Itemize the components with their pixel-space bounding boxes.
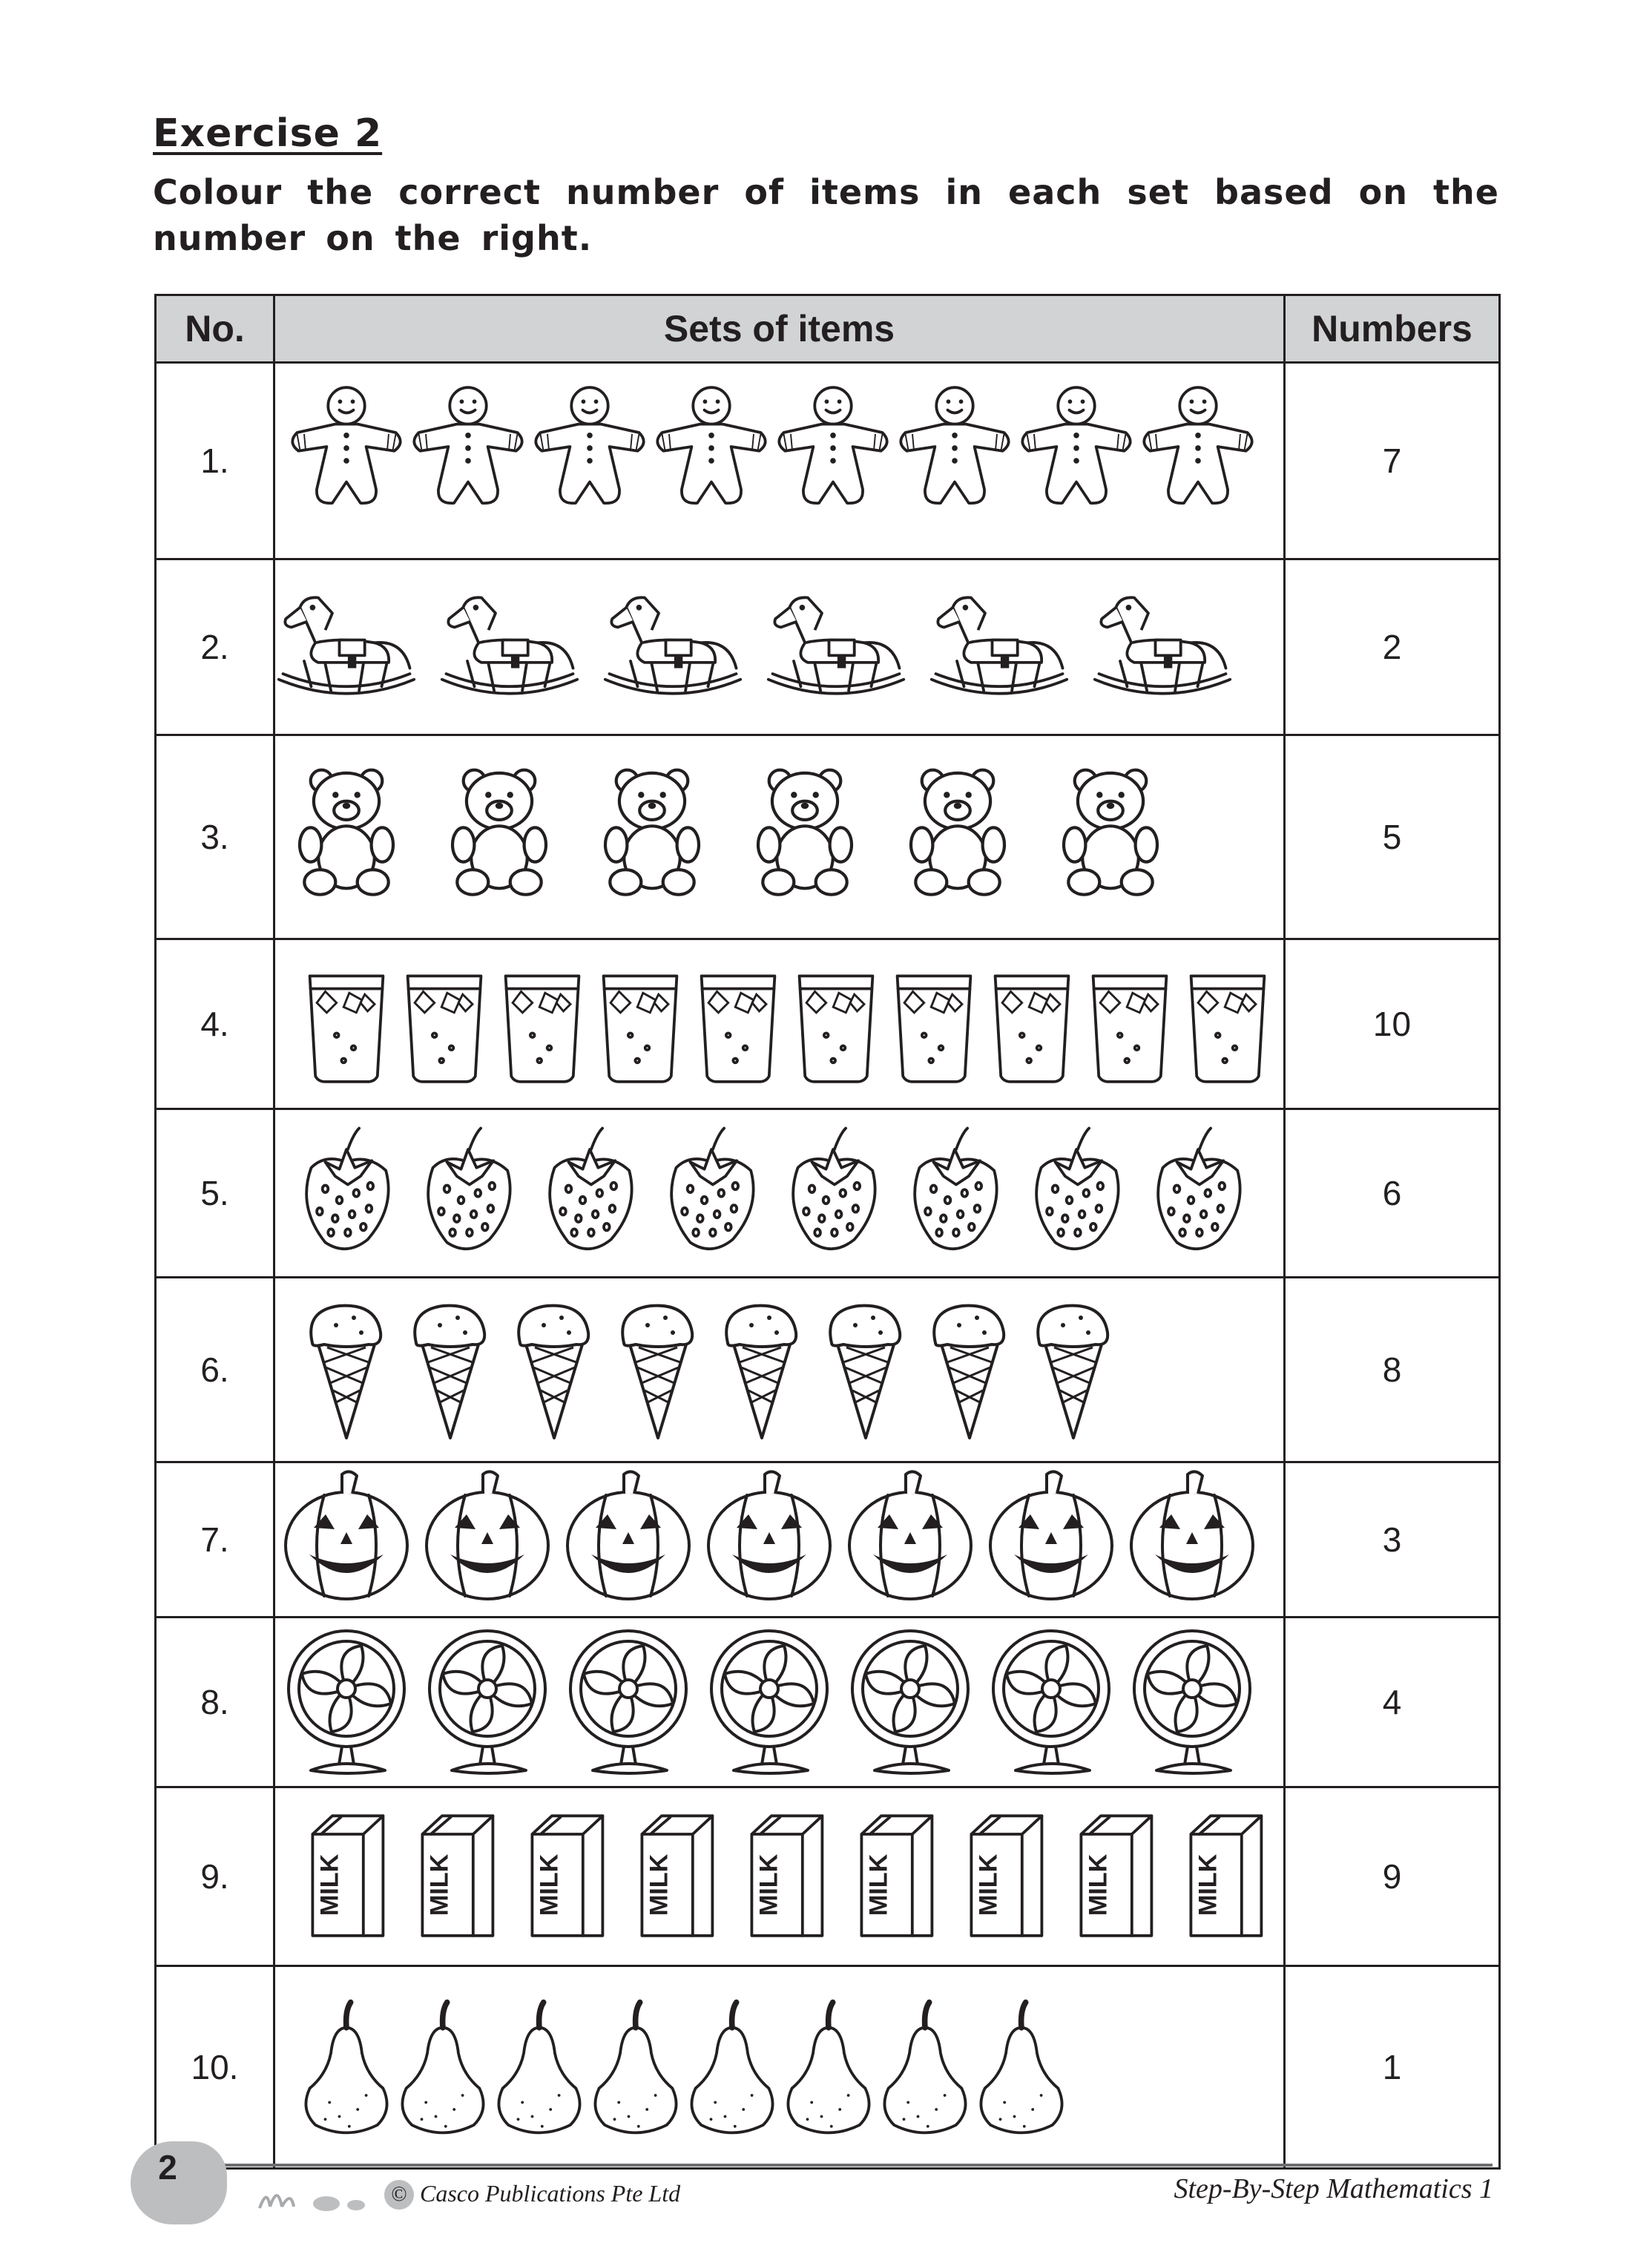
copyright-icon: © — [384, 2180, 414, 2210]
svg-text:MILK: MILK — [1194, 1853, 1222, 1917]
target-number: 9 — [1285, 1787, 1500, 1966]
svg-text:MILK: MILK — [1084, 1853, 1113, 1917]
svg-text:MILK: MILK — [535, 1853, 564, 1917]
row-number: 6. — [156, 1278, 274, 1462]
target-number: 1 — [1285, 1966, 1500, 2169]
milk-carton-icon[interactable] — [312, 1816, 383, 1936]
item-set-cell — [274, 1787, 1285, 1966]
rocking-horse-icon[interactable] — [932, 597, 1067, 693]
item-set-cell — [274, 559, 1285, 735]
row-number: 1. — [156, 363, 274, 559]
target-number: 3 — [1285, 1462, 1500, 1618]
instruction-text: Colour the correct number of items in each set based on the number on the right. — [153, 172, 1499, 258]
svg-text:MILK: MILK — [425, 1853, 454, 1917]
row-number: 4. — [156, 939, 274, 1109]
glass-of-water-icon[interactable] — [996, 976, 1069, 1082]
ice-cream-cone-icon[interactable] — [311, 1306, 381, 1438]
pear-icon[interactable] — [306, 2003, 386, 2133]
table-row — [156, 1787, 1500, 1966]
pumpkin-icon[interactable] — [567, 1471, 689, 1599]
grass-decoration-icon — [245, 2181, 378, 2211]
teddy-bear-icon[interactable] — [300, 770, 393, 895]
item-set-cell — [274, 735, 1285, 939]
book-title: Step-By-Step Mathematics 1 — [1174, 2173, 1493, 2204]
item-set-cell — [274, 363, 1285, 559]
milk-carton-icon[interactable] — [532, 1816, 602, 1936]
target-number: 8 — [1285, 1278, 1500, 1462]
gingerbread-man-icon[interactable] — [1022, 387, 1130, 503]
gingerbread-man-icon[interactable] — [536, 387, 643, 503]
gingerbread-man-icon[interactable] — [657, 387, 765, 503]
svg-text:MILK: MILK — [754, 1853, 783, 1917]
glass-of-water-icon[interactable] — [1093, 976, 1167, 1082]
glass-of-water-icon[interactable] — [800, 976, 873, 1082]
gingerbread-man-icon[interactable] — [1144, 387, 1251, 503]
pumpkin-icon[interactable] — [990, 1471, 1112, 1599]
milk-carton-icon[interactable] — [751, 1816, 822, 1936]
header-no: No. — [156, 295, 274, 363]
item-set-cell — [274, 1966, 1285, 2169]
milk-carton-icon[interactable] — [1191, 1816, 1261, 1936]
ice-cream-cone-icon[interactable] — [726, 1306, 796, 1438]
glass-of-water-icon[interactable] — [506, 976, 579, 1082]
glass-of-water-icon[interactable] — [702, 976, 775, 1082]
ice-cream-cone-icon[interactable] — [622, 1306, 692, 1438]
header-numbers: Numbers — [1285, 295, 1500, 363]
ice-cream-cone-icon[interactable] — [934, 1306, 1004, 1438]
row-number: 10. — [156, 1966, 274, 2169]
row-number: 5. — [156, 1109, 274, 1278]
glass-of-water-icon[interactable] — [408, 976, 481, 1082]
item-set-cell — [274, 1618, 1285, 1787]
copyright-text: Casco Publications Pte Ltd — [420, 2180, 681, 2207]
strawberry-icon[interactable] — [915, 1129, 996, 1249]
table-row — [156, 735, 1500, 939]
row-number: 8. — [156, 1618, 274, 1787]
table-row — [156, 1966, 1500, 2169]
ice-cream-cone-icon[interactable] — [830, 1306, 900, 1438]
table-row — [156, 1278, 1500, 1462]
glass-of-water-icon[interactable] — [898, 976, 971, 1082]
electric-fan-icon[interactable] — [289, 1631, 404, 1773]
pear-icon[interactable] — [691, 2003, 772, 2133]
strawberry-icon[interactable] — [671, 1129, 753, 1249]
strawberry-icon[interactable] — [793, 1129, 875, 1249]
electric-fan-icon[interactable] — [1134, 1631, 1250, 1773]
ice-cream-cone-icon[interactable] — [415, 1306, 484, 1438]
table-row — [156, 1109, 1500, 1278]
pear-icon[interactable] — [402, 2003, 483, 2133]
teddy-bear-icon[interactable] — [453, 770, 546, 895]
row-number: 3. — [156, 735, 274, 939]
table-row — [156, 1618, 1500, 1787]
teddy-bear-icon[interactable] — [758, 770, 852, 895]
svg-text:MILK: MILK — [864, 1853, 893, 1917]
pear-icon[interactable] — [981, 2003, 1062, 2133]
teddy-bear-icon[interactable] — [1064, 770, 1157, 895]
pear-icon[interactable] — [498, 2003, 579, 2133]
target-number: 5 — [1285, 735, 1500, 939]
target-number: 7 — [1285, 363, 1500, 559]
gingerbread-man-icon[interactable] — [779, 387, 886, 503]
electric-fan-icon[interactable] — [711, 1631, 827, 1773]
rocking-horse-icon[interactable] — [1095, 597, 1230, 693]
row-number: 9. — [156, 1787, 274, 1966]
milk-carton-icon[interactable] — [861, 1816, 932, 1936]
svg-text:MILK: MILK — [315, 1853, 344, 1917]
strawberry-icon[interactable] — [550, 1129, 631, 1249]
item-set-cell — [274, 1278, 1285, 1462]
pumpkin-icon[interactable] — [427, 1471, 548, 1599]
rocking-horse-icon[interactable] — [279, 597, 414, 693]
table-header-row — [156, 295, 1500, 363]
target-number: 10 — [1285, 939, 1500, 1109]
row-number: 2. — [156, 559, 274, 735]
exercise-table — [154, 294, 1501, 2170]
electric-fan-icon[interactable] — [993, 1631, 1109, 1773]
gingerbread-man-icon[interactable] — [292, 387, 400, 503]
milk-carton-icon[interactable] — [1081, 1816, 1151, 1936]
electric-fan-icon[interactable] — [570, 1631, 686, 1773]
table-row — [156, 939, 1500, 1109]
pumpkin-icon[interactable] — [849, 1471, 971, 1599]
milk-carton-icon[interactable] — [422, 1816, 493, 1936]
page-number: 2 — [158, 2148, 177, 2187]
gingerbread-man-icon[interactable] — [901, 387, 1008, 503]
item-set-cell — [274, 1109, 1285, 1278]
svg-text:MILK: MILK — [645, 1853, 674, 1917]
teddy-bear-icon[interactable] — [911, 770, 1004, 895]
glass-of-water-icon[interactable] — [310, 976, 384, 1082]
footer-rule — [223, 2164, 1493, 2167]
rocking-horse-icon[interactable] — [769, 597, 904, 693]
milk-carton-icon[interactable] — [642, 1816, 712, 1936]
table-row — [156, 363, 1500, 559]
rocking-horse-icon[interactable] — [442, 597, 577, 693]
electric-fan-icon[interactable] — [430, 1631, 545, 1773]
item-set-cell — [274, 1462, 1285, 1618]
electric-fan-icon[interactable] — [852, 1631, 968, 1773]
pear-icon[interactable] — [788, 2003, 869, 2133]
target-number: 4 — [1285, 1618, 1500, 1787]
teddy-bear-icon[interactable] — [605, 770, 699, 895]
glass-of-water-icon[interactable] — [604, 976, 677, 1082]
pumpkin-icon[interactable] — [1131, 1471, 1253, 1599]
strawberry-icon[interactable] — [428, 1129, 510, 1249]
target-number: 6 — [1285, 1109, 1500, 1278]
header-sets-of-items: Sets of items — [274, 295, 1285, 363]
strawberry-icon[interactable] — [1158, 1129, 1240, 1249]
svg-text:MILK: MILK — [974, 1853, 1003, 1917]
strawberry-icon[interactable] — [306, 1129, 388, 1249]
ice-cream-cone-icon[interactable] — [1038, 1306, 1108, 1438]
table-row — [156, 1462, 1500, 1618]
rocking-horse-icon[interactable] — [605, 597, 740, 693]
pumpkin-icon[interactable] — [286, 1471, 407, 1599]
row-number: 7. — [156, 1462, 274, 1618]
milk-carton-icon[interactable] — [971, 1816, 1041, 1936]
glass-of-water-icon[interactable] — [1191, 976, 1265, 1082]
item-set-cell — [274, 939, 1285, 1109]
exercise-title: Exercise 2 — [153, 111, 383, 156]
strawberry-icon[interactable] — [1036, 1129, 1118, 1249]
ice-cream-cone-icon[interactable] — [519, 1306, 588, 1438]
pear-icon[interactable] — [595, 2003, 676, 2133]
gingerbread-man-icon[interactable] — [414, 387, 521, 503]
pumpkin-icon[interactable] — [708, 1471, 830, 1599]
pear-icon[interactable] — [884, 2003, 965, 2133]
table-row — [156, 559, 1500, 735]
target-number: 2 — [1285, 559, 1500, 735]
